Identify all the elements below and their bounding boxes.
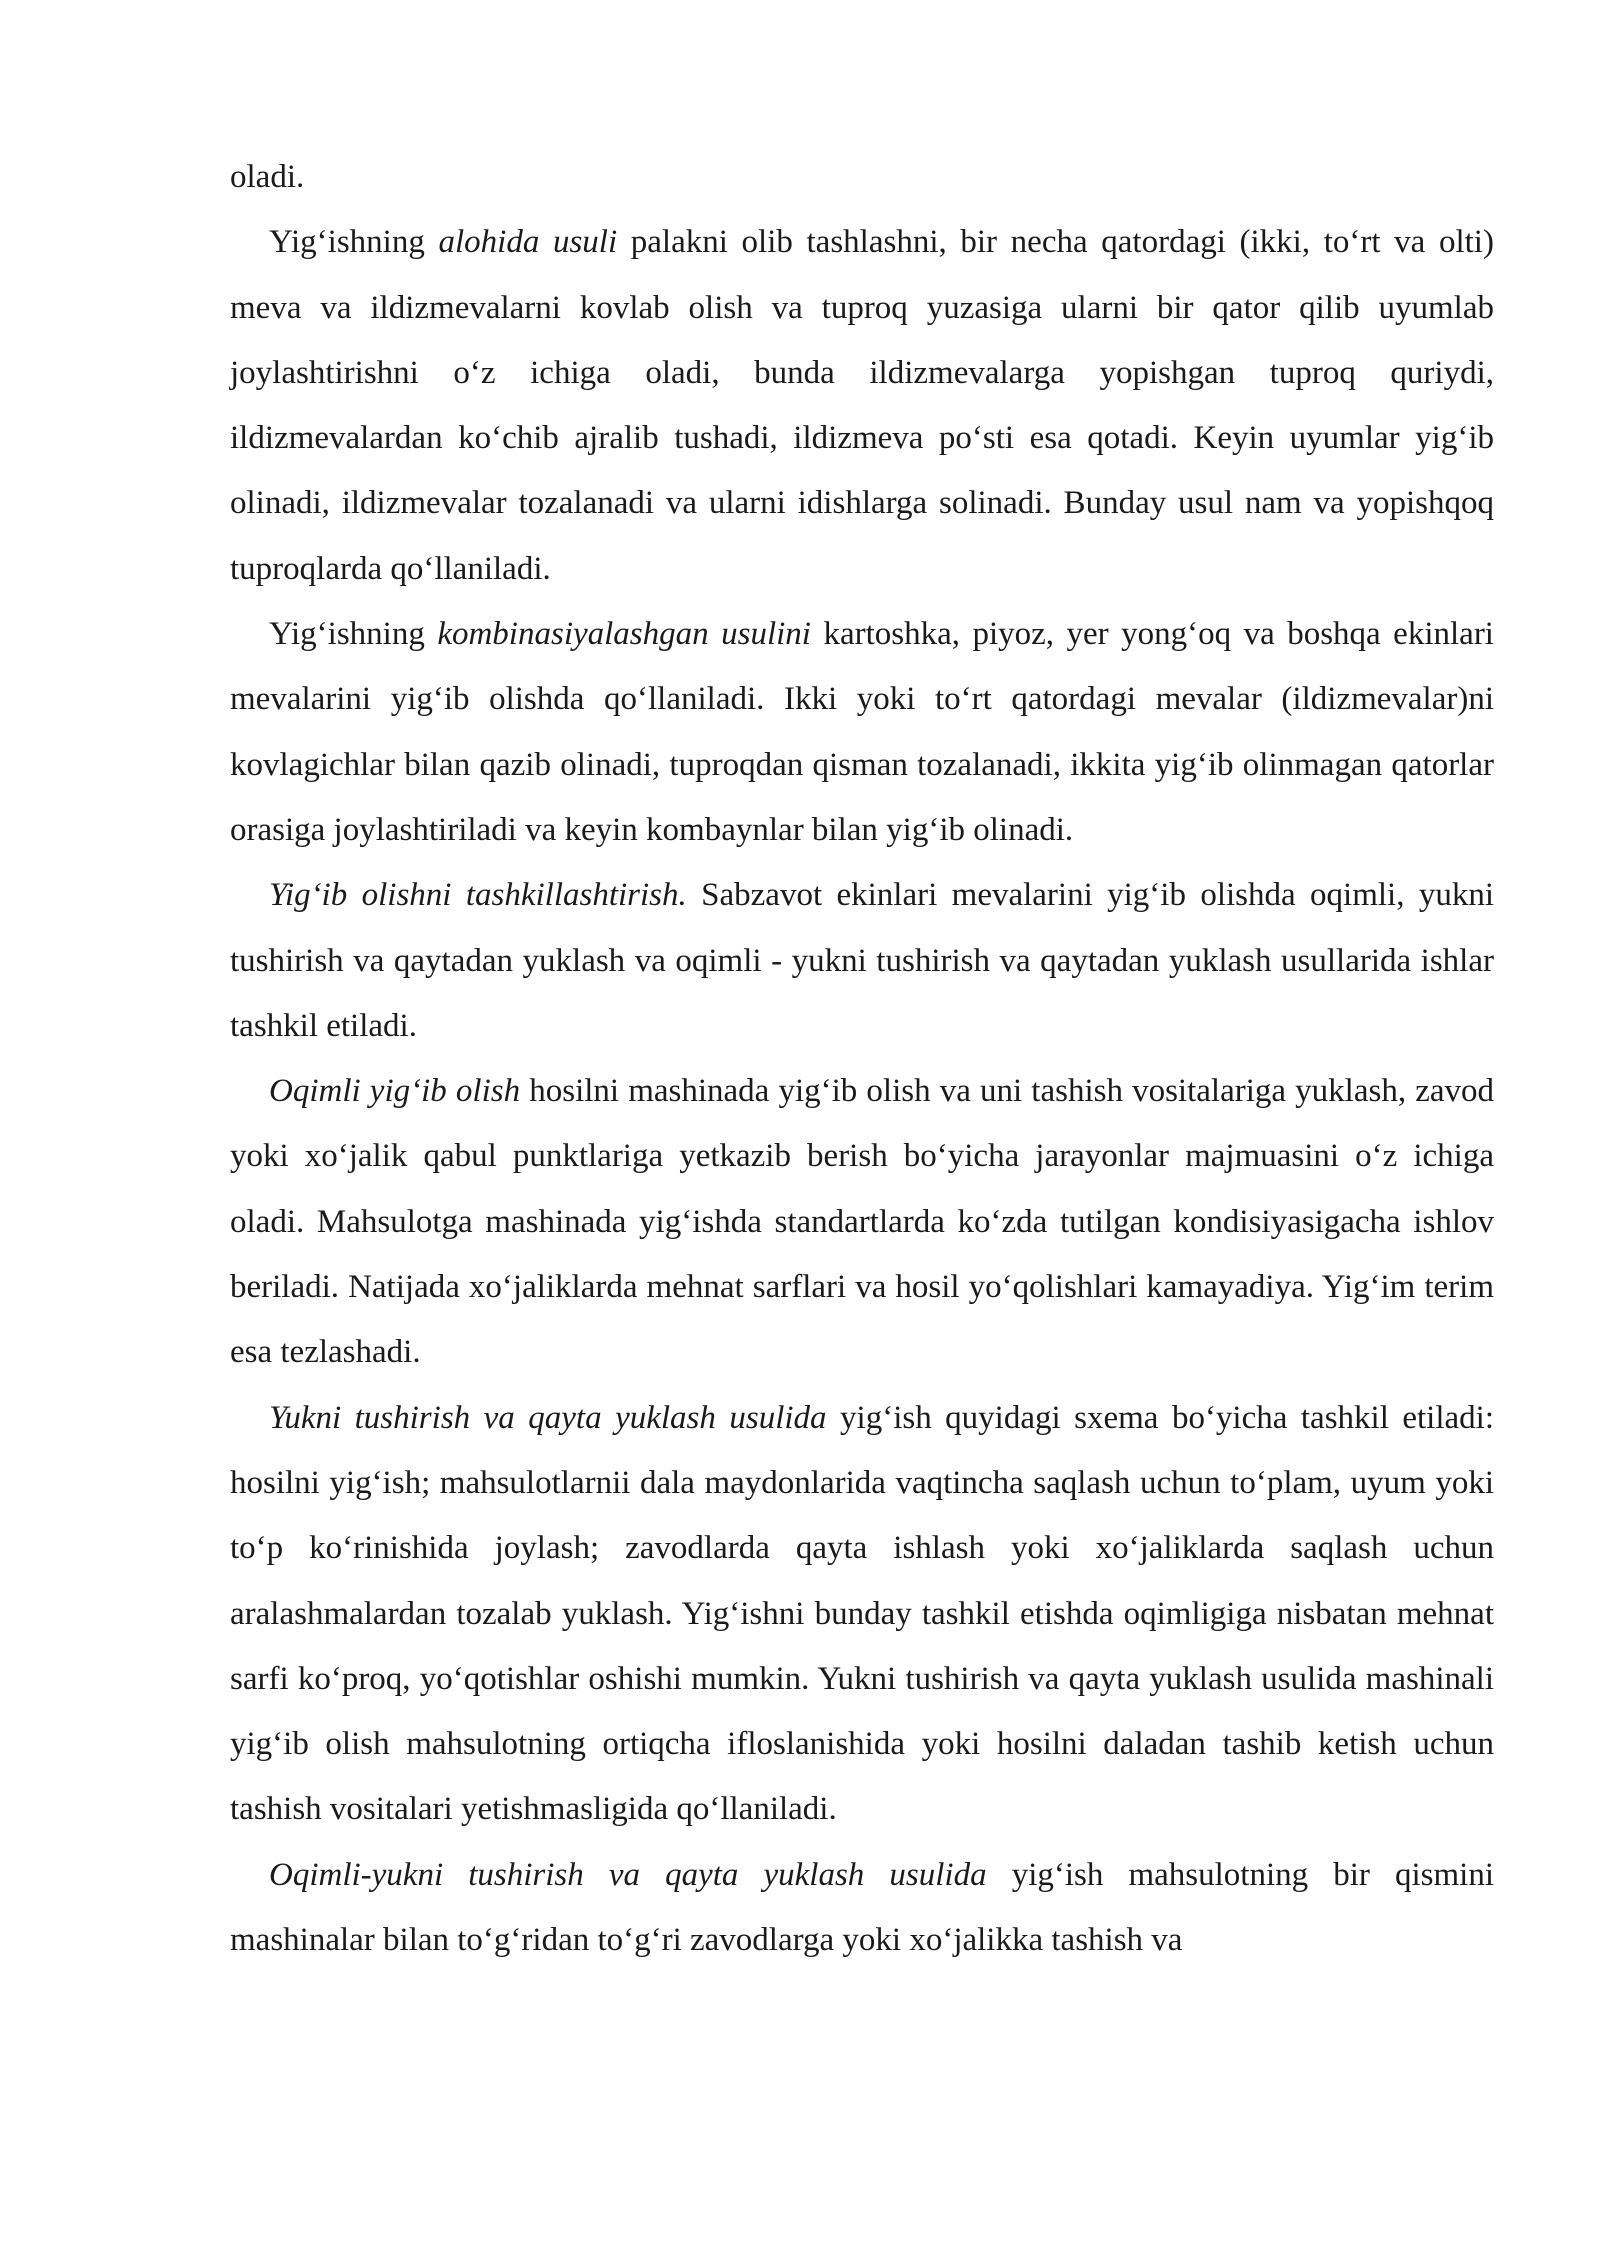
paragraph-oqimli: Oqimli yig‘ib olish hosilni mashinada yig‘ib olish va uni tashish vositalariga yuklash, zavod yoki xo‘jalik qabul punktlariga yetkazib berish bo‘yicha jarayonlar majmuasini o‘z ichiga oladi. Mahsulotga mashinada yig‘ishda standartlarda ko‘zda tutilgan kondisiyasigacha ishlov beriladi. Natijada xo‘jaliklarda mehnat sarflari va hosil yo‘qolishlari kamayadiya. Yig‘im terim esa tezlashadi. <box>230 1073 1495 1371</box>
paragraph-kombinasiyalashgan-usuli: Yig‘ishning kombinasiyalashgan usulini kartoshka, piyoz, yer yong‘oq va boshqa ekinlari mevalarini yig‘ib olishda qo‘llaniladi. Ikki yoki to‘rt qatordagi mevalar (ildizmevalar)ni kovlagichlar bilan qazib olinadi, tuproqdan qisman tozalanadi, ikkita yig‘ib olinmagan qatorlar orasiga joylashtiriladi va keyin kombaynlar bilan yig‘ib olinadi. <box>230 616 1494 848</box>
paragraph-yukni-tushirish: Yukni tushirish va qayta yuklash usulida yig‘ish quyidagi sxema bo‘yicha tashkil etiladi: hosilni yig‘ish; mahsulotlarnii dala maydonlarida vaqtincha saqlash uchun to‘plam, uyum yoki to‘p ko‘rinishida joylash; zavodlarda qayta ishlash yoki xo‘jaliklarda saqlash uchun aralashmalardan tozalab yuklash. Yig‘ishni bunday tashkil etishda oqimligiga nisbatan mehnat sarfi ko‘proq, yo‘qotishlar oshishi mumkin. Yukni tushirish va qayta yuklash usulida mashinali yig‘ib olish mahsulotning ortiqcha ifloslanishida yoki hosilni daladan tashib ketish uchun tashish vositalari yetishmasligida qo‘llaniladi. <box>230 1399 1494 1828</box>
emphasis-term: Yig‘ib olishni tashkillashtirish. <box>269 877 687 914</box>
paragraph-oqimli-yukni: Oqimli-yukni tushirish va qayta yuklash usulida yig‘ish mahsulotning bir qismini mashinalar bilan to‘g‘ridan to‘g‘ri zavodlarga yoki xo‘jalikka tashish va <box>230 1856 1494 1959</box>
emphasis-term: kombinasiyalashgan usulini <box>437 616 811 653</box>
emphasis-term: Oqimli yig‘ib olish <box>269 1073 521 1110</box>
paragraph-alohida-usuli: Yig‘ishning alohida usuli palakni olib tashlashni, bir necha qatordagi (ikki, to‘rt va olti) meva va ildizmevalarni kovlab olish va tuproq yuzasiga ularni bir qator qilib uyumlab joylashtirishni o‘z ichiga oladi, bunda ildizmevalarga yopishgan tuproq quriydi, ildizmevalardan ko‘chib ajralib tushadi, ildizmeva po‘sti esa qotadi. Keyin uyumlar yig‘ib olinadi, ildizmevalar tozalanadi va ularni idishlarga solinadi. Bunday usul nam va yopishqoq tuproqlarda qo‘llaniladi. <box>230 224 1494 587</box>
emphasis-term: Oqimli-yukni tushirish va qayta yuklash usulida <box>269 1856 987 1893</box>
paragraph-tashkillashtirish: Yig‘ib olishni tashkillashtirish. Sabzavot ekinlari mevalarini yig‘ib olishda oqimli, yukni tushirish va qaytadan yuklash va oqimli - yukni tushirish va qaytadan yuklash usullarida ishlar tashkil etiladi. <box>230 877 1494 1044</box>
emphasis-term: Yukni tushirish va qayta yuklash usulida <box>269 1399 827 1436</box>
paragraph-continuation: oladi. <box>230 159 305 195</box>
emphasis-term: alohida usuli <box>438 224 618 261</box>
document-page <box>230 145 1494 1973</box>
